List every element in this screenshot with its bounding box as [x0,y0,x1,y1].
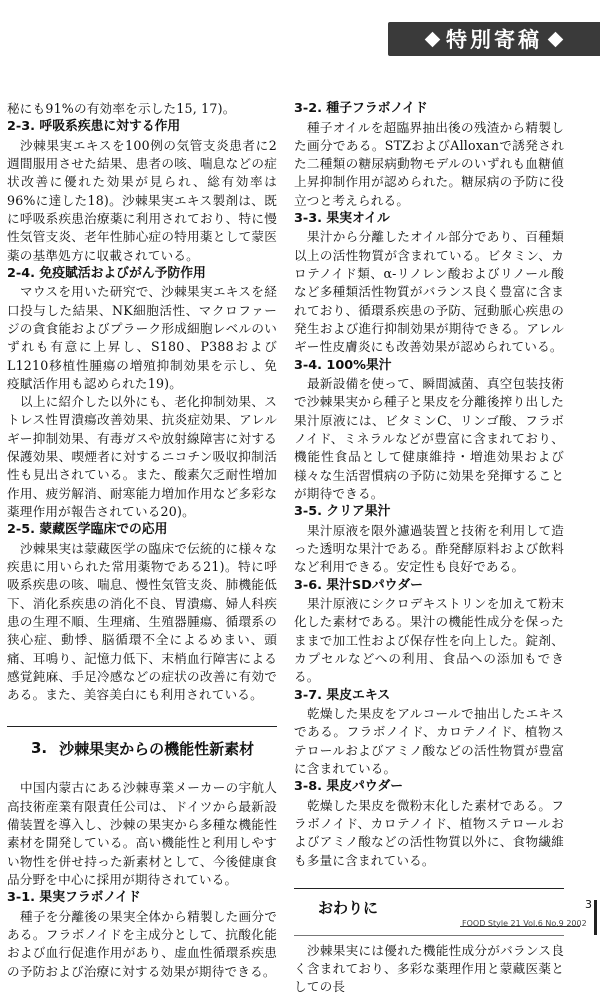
footer-bar [594,900,597,935]
subsection-heading: 2-3. 呼吸系疾患に対する作用 [7,119,181,135]
subsection-heading: 3-5. クリア果汁 [294,504,391,520]
subsection-heading: 3-1. 果実フラボノイド [7,890,141,906]
left-column [7,100,277,981]
diamond-icon [425,31,441,47]
body-paragraph: 果汁原液にシクロデキストリンを加えて粉末化した素材である。果汁の機能性成分を保ったままで加工性および保存性を向上した。錠剤、カプセルなどへの利用、食品への添加もできる。 [294,596,564,685]
body-paragraph: 種子オイルを超臨界抽出後の残渣から精製した画分である。STZおよびAlloxanで誘発された二種類の糖尿病動物モデルのいずれも血糖値上昇抑制作用が認められた。糖尿病の予防に役立つと考えられる。 [294,119,564,208]
page-number: 3 [585,898,592,911]
subsection-heading: 2-5. 蒙藏医学臨床での応用 [7,522,168,538]
subsection-heading: 3-4. 100%果汁 [294,357,392,373]
subsection-heading: 3-2. 種子フラボノイド [294,101,428,116]
body-paragraph: 乾燥した果皮をアルコールで抽出したエキスである。フラボノイド、カロテノイド、植物ステロールおよびアミノ酸などの活性物質が豊富に含まれている。 [294,706,564,776]
body-paragraph: マウスを用いた研究で、沙棘果実エキスを経口投与した結果、NK細胞活性、マクロファージの貪食能およびプラーク形成細胞レベルのいずれも有意に上昇し、S180、P388およびL1210移植性腫瘍の増殖抑制効果を示し、免疫賦活作用も認められた19)。 [7,284,277,391]
body-paragraph: 沙棘果実は蒙藏医学の臨床で伝統的に様々な疾患に用いられた常用薬物である21)。特に呼吸系疾患の咳、喘息、慢性気管支炎、肺機能低下、消化系疾患の消化不良、胃潰瘍、婦人科疾患の生理不順、生理痛、生殖器腫瘍、循環系の狭心症、動悸、脳循環不全によるめまい、頭痛、耳鳴り、記憶力低下、末梢血行障害による感覚鈍麻、手足冷感などの症状の改善に有効である。また、美容美白にも利用されている。 [7,540,277,703]
body-paragraph: 沙棘果実エキスを100例の気管支炎患者に2週間服用させた結果、患者の咳、喘息などの症状改善に優れた効果が見られ、総有効率は96%に達した18)。沙棘果実エキス製剤は、既に呼吸系疾患治療薬に利用されており、特に慢性気管支炎、老年性肺心症の特用薬として蒙医薬の基準処方に収載されている。 [7,137,277,263]
body-paragraph: 乾燥した果皮を微粉末化した素材である。フラボノイド、カロテノイド、植物ステロールおよびアミノ酸などの活性物質以外に、食物繊維も多量に含まれている。 [294,797,564,868]
section-banner [388,22,600,56]
body-paragraph: 以上に紹介した以外にも、老化抑制効果、ストレス性胃潰瘍改善効果、抗炎症効果、アレルギー抑制効果、有毒ガスや放射線障害に対する保護効果、喫煙者に対するニコチン吸収抑制活性も見出されている。また、酸素欠乏耐性増加作用、疲労解消、耐寒能力増加作用など多彩な薬理作用が報告されている20)。 [7,394,277,519]
section-title: 沙棘果実からの機能性新素材 [59,739,255,758]
subsection-heading: 3-6. 果汁SDパウダー [294,577,423,593]
subsection-heading: 2-4. 免疫賦活およびがん予防作用 [7,265,206,281]
body-paragraph: 最新設備を使って、瞬間滅菌、真空包装技術で沙棘果実から種子と果皮を分離後搾り出した果汁原液には、ビタミンC、リンゴ酸、フラボノイド、ミネラルなどが豊富に含まれており、機能性食品として健康維持・増進効果および様々な生活習慣病の予防に効果を発揮することが期待できる。 [294,376,564,501]
subsection-heading: 3-3. 果実オイル [294,210,390,226]
body-paragraph: 沙棘果実には優れた機能性成分がバランス良く含まれており、多彩な薬理作用と蒙藏医薬としての長 [294,942,564,995]
subsection-heading: 3-7. 果皮エキス [294,687,391,703]
body-paragraph: 中国内蒙古にある沙棘専業メーカーの宇航人高技術産業有限責任公司は、ドイツから最新設備装置を導入し、沙棘の果実から多種な機能性素材を開発している。高い機能性と利用しやすい物性を併せ持った新素材として、今後健康食品分野を中心に採用が期待されている。 [7,780,277,887]
right-column [294,100,564,997]
magazine-tag: FOOD Style 21 Vol.6 No.9 2002 [462,919,587,928]
banner-title: 特別寄稿 [446,28,542,52]
section-number: 3. [31,739,48,758]
body-paragraph: 果汁から分離したオイル部分であり、百種類以上の活性物質が含まれている。ビタミン、カロテノイド類、α-リノレン酸およびリノール酸など多種類活性物質がバランス良く豊富に含まれており、循環系疾患の予防、冠動脈心疾患の発生および進行抑制効果が期待できる。アレルギー性皮膚炎にも改善効果が認められている。 [294,229,564,355]
section-heading [294,888,564,923]
diamond-icon [548,31,564,47]
body-paragraph: 種子を分離後の果実全体から精製した画分である。フラボノイドを主成分として、抗酸化能および血行促進作用があり、虚血性循環系疾患の予防および治療に対する効果が期待できる。 [7,908,277,979]
subsection-heading: 3-8. 果皮パウダー [294,779,404,795]
section-title: おわりに [318,898,379,917]
body-paragraph: 秘にも91%の有効率を示した15, 17)。 [7,101,236,116]
body-paragraph: 果汁原液を限外濾過装置と技術を利用して造った透明な果汁である。酢発酵原料および飲料など利用できる。安定性も良好である。 [294,522,564,575]
section-heading [7,726,277,763]
